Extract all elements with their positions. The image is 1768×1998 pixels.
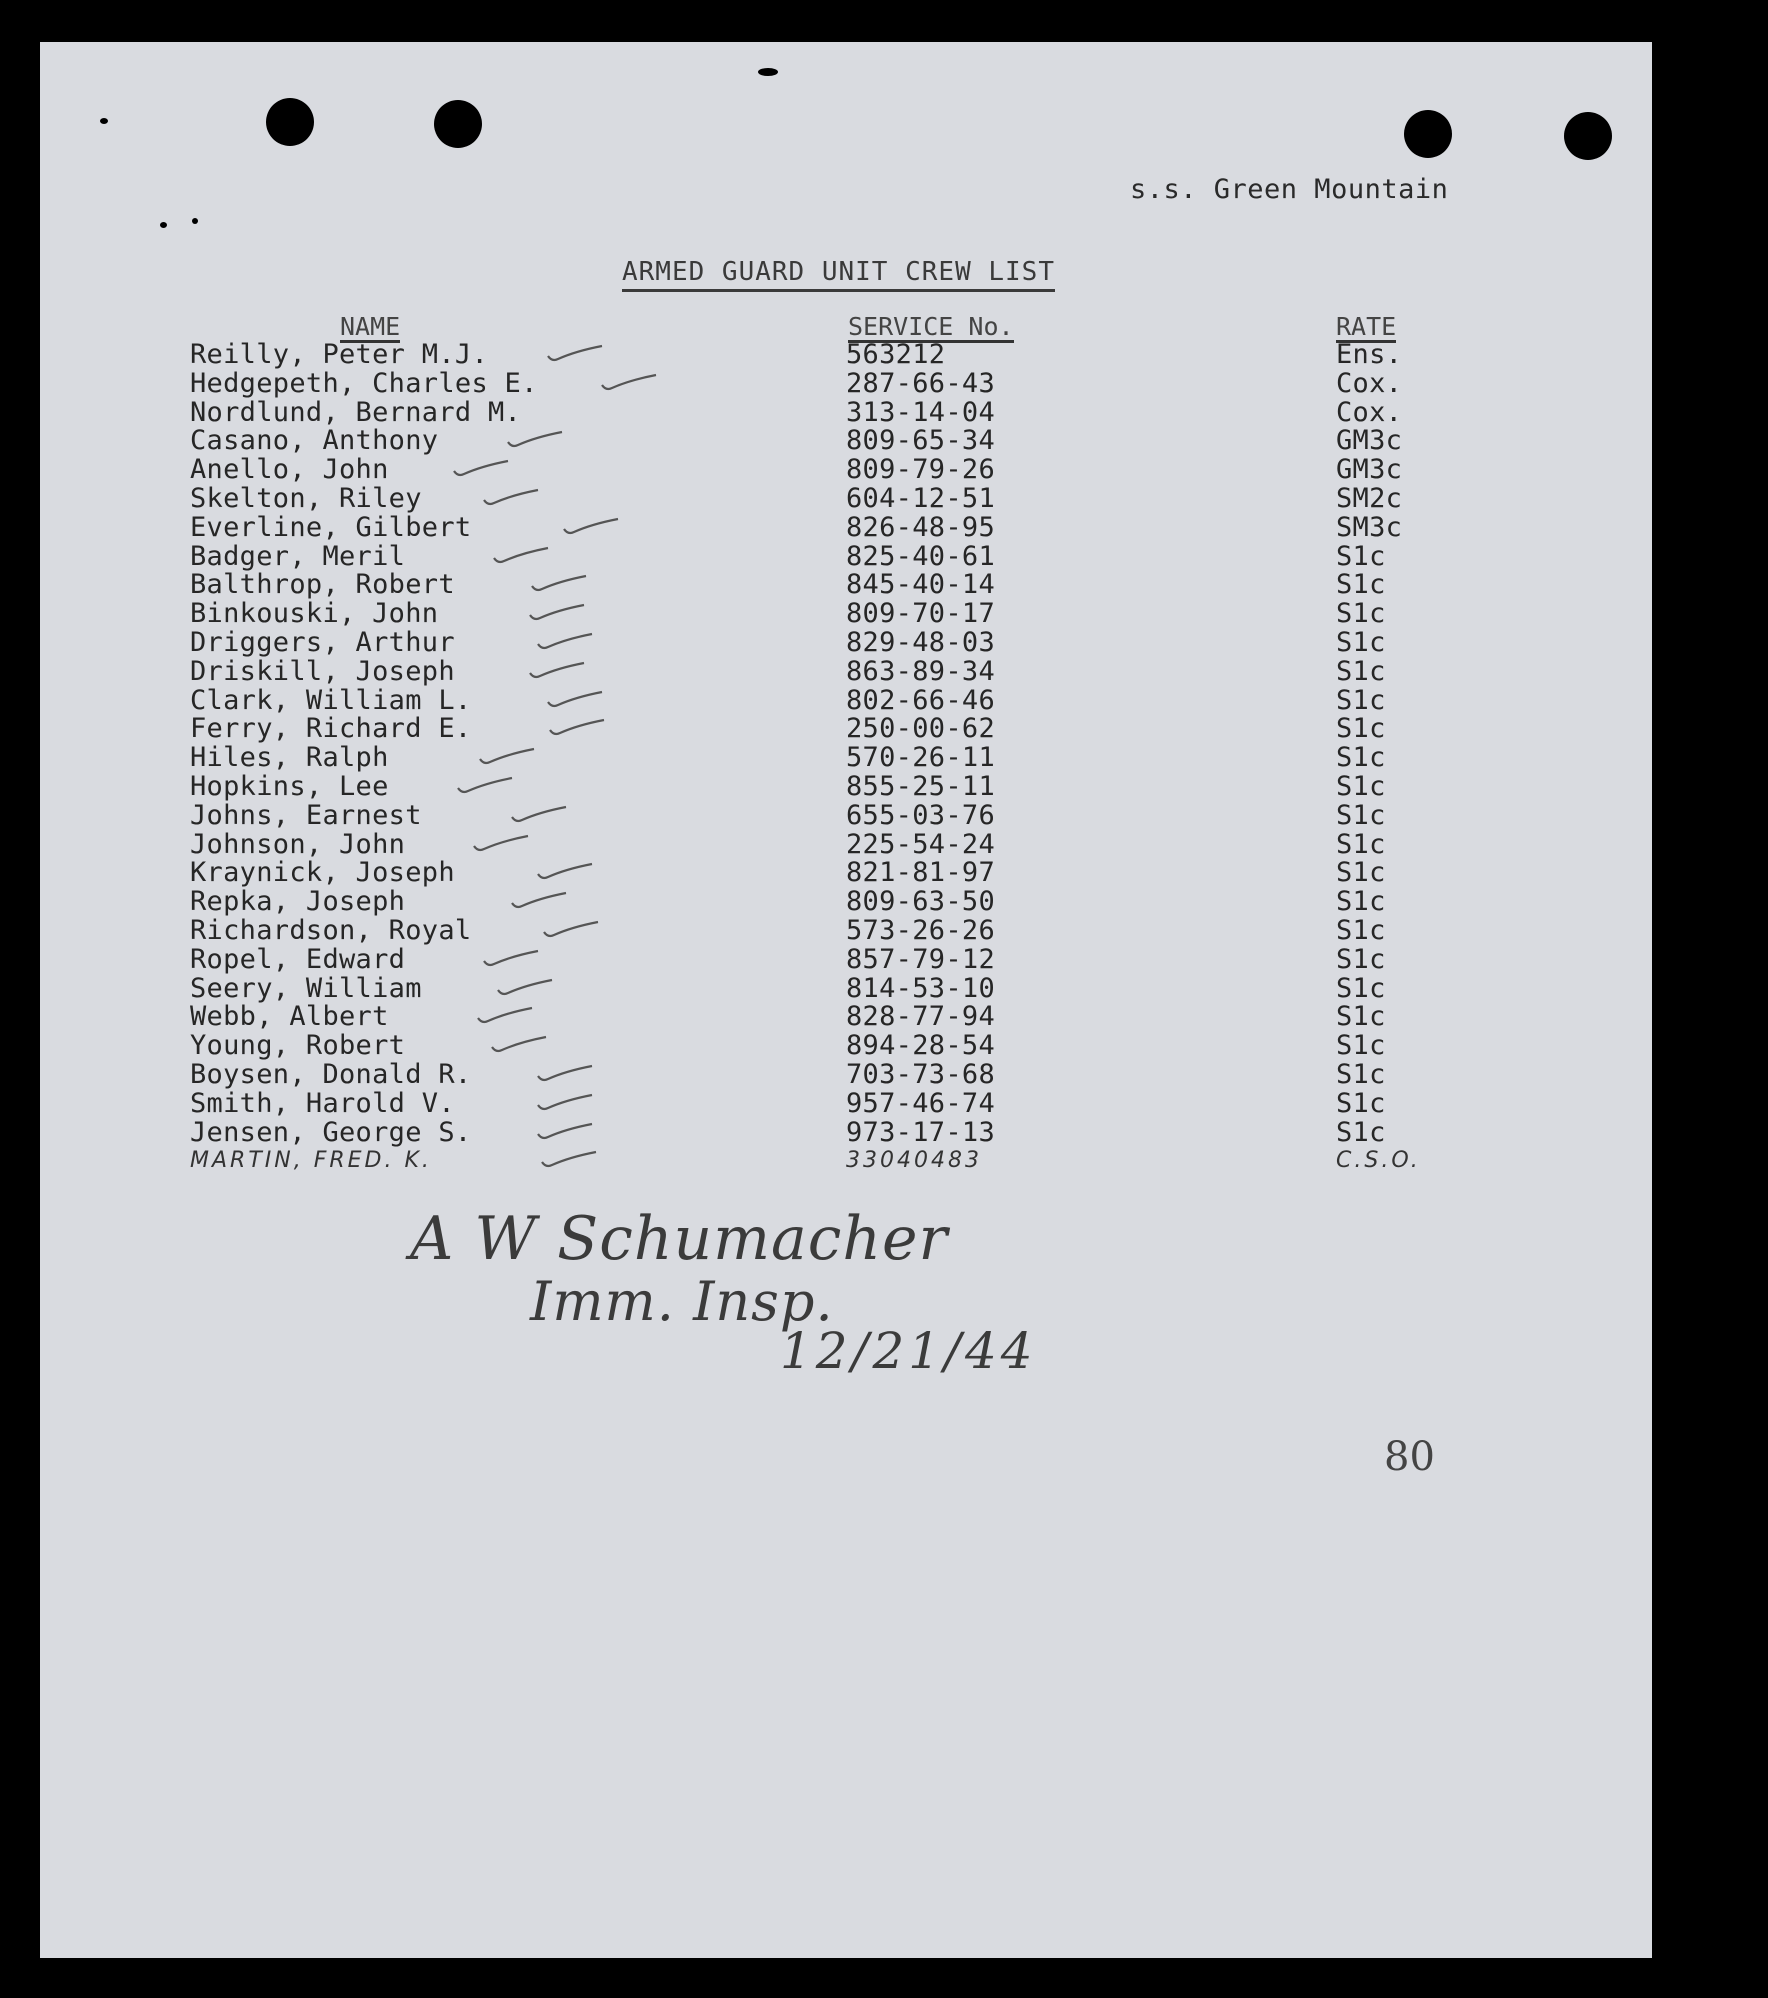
table-row [40, 1060, 1440, 1089]
crew-name: Ropel, Edward [190, 943, 406, 975]
column-header-name: NAME [340, 312, 401, 341]
crew-rate: S1c [1336, 828, 1386, 860]
crew-rate: S1c [1336, 886, 1386, 918]
crew-name: Repka, Joseph [190, 886, 406, 918]
crew-rate: S1c [1336, 771, 1386, 802]
service-number: 821-81-97 [846, 857, 995, 889]
table-row [40, 542, 1440, 571]
column-header-rate: RATE [1336, 312, 1397, 341]
table-row [40, 743, 1440, 772]
table-row [40, 599, 1440, 628]
service-number: 845-40-14 [846, 569, 995, 601]
service-number: 287-66-43 [846, 367, 995, 399]
crew-rate: S1c [1336, 627, 1386, 658]
check-mark-icon [528, 659, 586, 681]
table-row [40, 974, 1440, 1003]
crew-name: Ferry, Richard E. [190, 713, 472, 745]
service-number: 828-77-94 [846, 1001, 995, 1033]
service-number: 809-79-26 [846, 454, 995, 486]
table-row [40, 1031, 1440, 1060]
crew-rate: Cox. [1336, 367, 1403, 399]
check-mark-icon [600, 371, 658, 393]
check-mark-icon [472, 832, 530, 854]
table-row [40, 1089, 1440, 1118]
service-number: 703-73-68 [846, 1059, 995, 1090]
table-row [40, 484, 1440, 513]
check-mark-icon [476, 1004, 534, 1026]
crew-rate: S1c [1336, 915, 1386, 946]
table-row [40, 398, 1440, 427]
check-mark-icon [536, 1120, 594, 1142]
crew-name: Everline, Gilbert [190, 511, 472, 543]
service-number: 655-03-76 [846, 799, 995, 831]
crew-name: Kraynick, Joseph [190, 857, 455, 889]
service-number: 802-66-46 [846, 684, 995, 716]
service-number: 563212 [846, 339, 946, 370]
service-number: 814-53-10 [846, 972, 995, 1004]
document-page [40, 42, 1652, 1958]
crew-name: Webb, Albert [190, 1001, 389, 1033]
crew-name: MARTIN, FRED. K. [190, 1148, 432, 1174]
table-row [40, 714, 1440, 743]
crew-rate: Cox. [1336, 396, 1403, 428]
crew-rate: Ens. [1336, 339, 1403, 370]
check-mark-icon [490, 1033, 548, 1055]
crew-rate: S1c [1336, 655, 1386, 687]
service-number: 855-25-11 [846, 771, 995, 802]
crew-rate: S1c [1336, 799, 1386, 831]
table-row [40, 426, 1440, 455]
crew-rate: S1c [1336, 1116, 1386, 1148]
crew-rate: S1c [1336, 972, 1386, 1004]
crew-name: Binkouski, John [190, 598, 439, 630]
crew-rate: S1c [1336, 857, 1386, 889]
punch-hole [266, 98, 314, 146]
service-number: 973-17-13 [846, 1116, 995, 1148]
service-number: 894-28-54 [846, 1030, 995, 1062]
punch-hole [1564, 112, 1612, 160]
table-row [40, 513, 1440, 542]
inspector-title: Imm. Insp. [530, 1270, 834, 1333]
crew-rate: C.S.O. [1336, 1148, 1421, 1174]
service-number: 604-12-51 [846, 483, 995, 514]
ink-speck [160, 222, 167, 228]
crew-name: Hiles, Ralph [190, 742, 389, 774]
service-number: 33040483 [846, 1148, 982, 1174]
check-mark-icon [478, 745, 536, 767]
crew-name: Driskill, Joseph [190, 655, 455, 687]
table-row [40, 570, 1440, 599]
punch-hole [434, 100, 482, 148]
check-mark-icon [528, 601, 586, 623]
check-mark-icon [492, 544, 550, 566]
check-mark-icon [540, 1148, 598, 1170]
document-title: ARMED GUARD UNIT CREW LIST [622, 257, 1055, 292]
crew-rate: S1c [1336, 943, 1386, 975]
table-row [40, 1002, 1440, 1031]
table-row [40, 657, 1440, 686]
table-row [40, 858, 1440, 887]
crew-name: Nordlund, Bernard M. [190, 396, 522, 428]
crew-name: Clark, William L. [190, 684, 472, 716]
crew-name: Casano, Anthony [190, 425, 439, 457]
service-number: 863-89-34 [846, 655, 995, 687]
crew-rate: S1c [1336, 540, 1386, 572]
check-mark-icon [542, 918, 600, 940]
table-row [40, 628, 1440, 657]
crew-name: Badger, Meril [190, 540, 406, 572]
check-mark-icon [536, 860, 594, 882]
service-number: 313-14-04 [846, 396, 995, 428]
crew-name: Richardson, Royal [190, 915, 472, 946]
ship-name: s.s. Green Mountain [1130, 174, 1449, 205]
crew-rate: S1c [1336, 742, 1386, 774]
ink-speck [192, 218, 198, 224]
table-row [40, 916, 1440, 945]
crew-name: Balthrop, Robert [190, 569, 455, 601]
service-number: 957-46-74 [846, 1087, 995, 1119]
crew-rate: SM2c [1336, 483, 1403, 514]
table-row [40, 830, 1440, 859]
service-number: 829-48-03 [846, 627, 995, 658]
service-number: 570-26-11 [846, 742, 995, 774]
crew-rate: S1c [1336, 713, 1386, 745]
check-mark-icon [510, 889, 568, 911]
crew-rate: S1c [1336, 569, 1386, 601]
ink-speck [758, 68, 778, 76]
service-number: 573-26-26 [846, 915, 995, 946]
crew-rate: S1c [1336, 598, 1386, 630]
table-row [40, 1118, 1440, 1147]
crew-rate: S1c [1336, 684, 1386, 716]
crew-rate: GM3c [1336, 425, 1403, 457]
inspector-signature: A W Schumacher [410, 1204, 949, 1274]
service-number: 809-63-50 [846, 886, 995, 918]
service-number: 857-79-12 [846, 943, 995, 975]
crew-name: Boysen, Donald R. [190, 1059, 472, 1090]
service-number: 826-48-95 [846, 511, 995, 543]
signature-date: 12/21/44 [780, 1322, 1037, 1380]
check-mark-icon [546, 688, 604, 710]
ink-speck [100, 118, 108, 124]
check-mark-icon [562, 515, 620, 537]
crew-name: Reilly, Peter M.J. [190, 339, 488, 370]
check-mark-icon [536, 1062, 594, 1084]
crew-rate: S1c [1336, 1059, 1386, 1090]
crew-name: Jensen, George S. [190, 1116, 472, 1148]
crew-rate: SM3c [1336, 511, 1403, 543]
table-row [40, 455, 1440, 484]
table-row [40, 887, 1440, 916]
crew-name: Hopkins, Lee [190, 771, 389, 802]
check-mark-icon [510, 803, 568, 825]
table-row [40, 340, 1440, 369]
crew-rate: S1c [1336, 1087, 1386, 1119]
table-row [40, 369, 1440, 398]
table-row [40, 801, 1440, 830]
table-row [40, 686, 1440, 715]
check-mark-icon [482, 486, 540, 508]
service-number: 225-54-24 [846, 828, 995, 860]
service-number: 250-00-62 [846, 713, 995, 745]
check-mark-icon [456, 774, 514, 796]
crew-name: Anello, John [190, 454, 389, 486]
check-mark-icon [536, 1091, 594, 1113]
crew-name: Johnson, John [190, 828, 406, 860]
service-number: 809-65-34 [846, 425, 995, 457]
crew-name: Hedgepeth, Charles E. [190, 367, 538, 399]
crew-name: Driggers, Arthur [190, 627, 455, 658]
crew-name: Johns, Earnest [190, 799, 422, 831]
crew-rate: S1c [1336, 1030, 1386, 1062]
table-row [40, 772, 1440, 801]
punch-hole [1404, 110, 1452, 158]
page-number: 80 [1384, 1434, 1435, 1480]
check-mark-icon [452, 457, 510, 479]
service-number: 809-70-17 [846, 598, 995, 630]
crew-rate: S1c [1336, 1001, 1386, 1033]
crew-name: Skelton, Riley [190, 483, 422, 514]
table-row [40, 945, 1440, 974]
check-mark-icon [530, 572, 588, 594]
crew-name: Seery, William [190, 972, 422, 1004]
check-mark-icon [536, 630, 594, 652]
check-mark-icon [546, 342, 604, 364]
check-mark-icon [548, 716, 606, 738]
check-mark-icon [482, 947, 540, 969]
check-mark-icon [496, 976, 554, 998]
table-row [40, 1146, 1440, 1175]
crew-name: Young, Robert [190, 1030, 406, 1062]
crew-name: Smith, Harold V. [190, 1087, 455, 1119]
crew-rate: GM3c [1336, 454, 1403, 486]
check-mark-icon [506, 428, 564, 450]
service-number: 825-40-61 [846, 540, 995, 572]
column-header-service-no: SERVICE No. [848, 312, 1014, 341]
